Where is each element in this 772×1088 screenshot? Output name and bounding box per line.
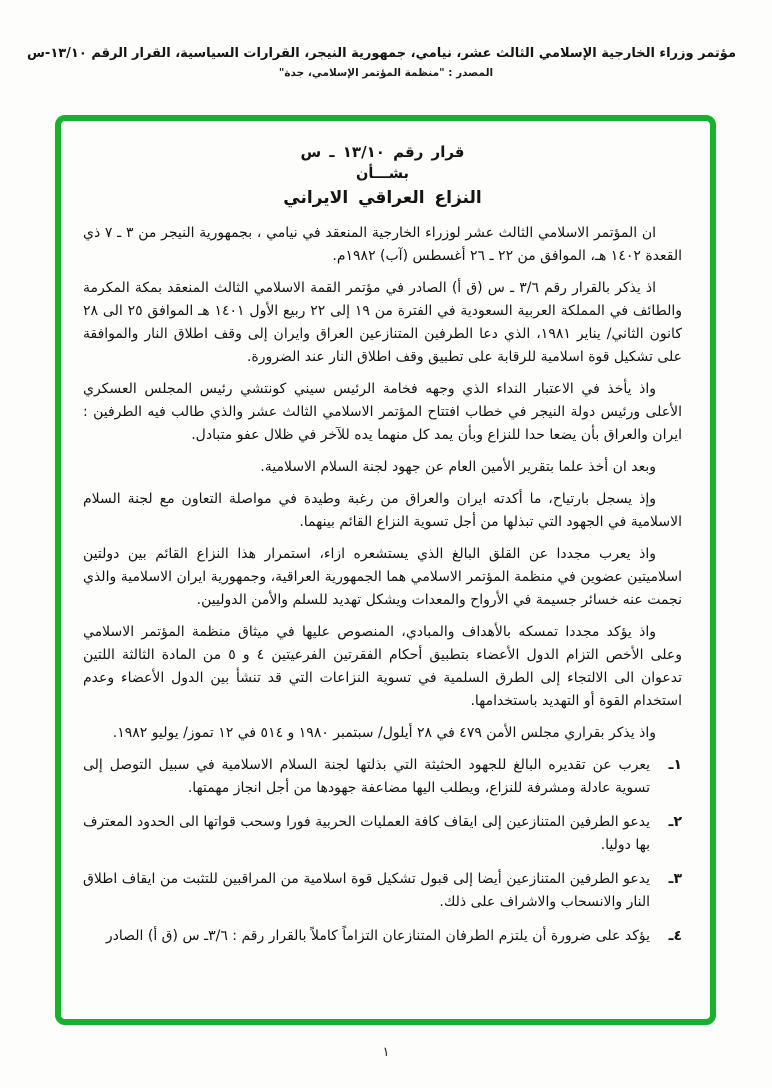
resolution-body [83,222,682,948]
operative-item [83,868,682,914]
resolution-number-title: قرار رقم ١٣/١٠ ـ س [300,143,465,161]
operative-item-number: ٢ـ [668,814,682,830]
preamble-paragraph: واذ يعرب مجددا عن القلق البالغ الذي يستشعره ازاء، استمرار هذا النزاع القائم بين دولتين اسلاميتين عضوين في منظمة المؤتمر الاسلامي هما الجمهورية العراقية، وجمهورية ايران الاسلامية والذي نجمت عنه خسائر جسيمة في الأرواح والمعدات ويشكل تهديد للسلم والأمن الدوليين. [83,546,682,608]
preamble-paragraph: وإذ يسجل بارتياح، ما أكدته ايران والعراق من رغبة وطيدة في مواصلة التعاون مع لجنة السلام الاسلامية في الجهود التي تبذلها من أجل تسوية النزاع القائم بينهما. [83,491,682,530]
page-number: ١ [382,1045,390,1060]
operative-item-number: ٤ـ [668,928,682,944]
operative-item-text: يدعو الطرفين المتنازعين أيضا إلى قبول تشكيل قوة اسلامية من المراقبين للتثبت من ايقاف اطلاق النار والانسحاب والاشراف على ذلك. [83,871,650,910]
header-citation-line: مؤتمر وزراء الخارجية الإسلامي الثالث عشر، نيامي، جمهورية النيجر، القرارات السياسية، القرار الرقم ١٣/١٠-س [26,46,736,61]
operative-item-number: ١ـ [668,757,682,773]
operative-item [83,811,682,857]
resolution-frame [55,115,716,1025]
preamble-paragraph: وبعد ان أخذ علما بتقرير الأمين العام عن جهود لجنة السلام الاسلامية. [260,459,656,475]
preamble-paragraph: واذ يذكر بقراري مجلس الأمن ٤٧٩ في ٢٨ أيلول/ سبتمبر ١٩٨٠ و ٥١٤ في ١٢ تموز/ يوليو ١٩٨٢. [112,725,656,741]
preamble-paragraph: ان المؤتمر الاسلامي الثالث عشر لوزراء الخارجية المنعقد في نيامي ، بجمهورية النيجر من ٣ ـ ٧ ذي القعدة ١٤٠٢ هـ، الموافق من ٢٢ ـ ٢٦ أغسطس (آب) ١٩٨٢م. [83,225,682,264]
operative-item [83,754,682,800]
preamble-paragraph: اذ يذكر بالقرار رقم ٣/٦ ـ س (ق أ) الصادر في مؤتمر القمة الاسلامي الثالث المنعقد بمكة المكرمة والطائف في المملكة العربية السعودية في الفترة من ١٩ إلى ٢٢ ربيع الأول ١٤٠١ هـ الموافق ٢٥ الى ٢٨ كانون الثاني/ يناير ١٩٨١، الذي دعا الطرفين المتنازعين العراق وايران إلى وقف اطلاق النار والموافقة على تشكيل قوة اسلامية للرقابة على تطبيق وقف اطلاق النار عند الضرورة. [83,280,682,365]
preamble-paragraph: واذ يؤكد مجددا تمسكه بالأهداف والمبادي، المنصوص عليها في ميثاق منظمة المؤتمر الاسلامي وعلى الأخص التزام الدول الأعضاء بتطبيق أحكام الفقرتين الفرعيتين ٤ و ٥ من المادة الثالثة اللتين تدعوان الى الالتجاء إلى الطرق السلمية في تسوية النزاعات التي قد تنشأ بين الدول الأعضاء وعدم استخدام القوة أو التهديد باستخدامها. [83,624,682,709]
operative-item-text: يدعو الطرفين المتنازعين إلى ايقاف كافة العمليات الحربية فورا وسحب قواتها الى الحدود المعترف بها دوليا. [83,814,650,853]
operative-item-number: ٣ـ [668,871,682,887]
resolution-subject: النزاع العراقي الايراني [283,188,482,208]
resolution-subtitle: بشـــأن [356,166,409,182]
header-source-line: المصدر : "منظمة المؤتمر الإسلامي، جدة" [278,67,494,79]
operative-item-text: يؤكد على ضرورة أن يلتزم الطرفان المتنازعان التزاماً كاملاً بالقرار رقم : ٣/٦ـ س (ق أ) الصادر [105,928,650,944]
document-header [26,46,736,79]
operative-item-text: يعرب عن تقديره البالغ للجهود الحثيثة التي بذلتها لجنة السلام الاسلامية في سبيل التوصل إلى تسوية عادلة ومشرفة للنزاع، ويطلب اليها مضاعفة جهودها من أجل انجاز مهمتها. [83,757,650,796]
operative-item [83,925,682,948]
resolution-title-block [83,143,682,208]
preamble-paragraph: واذ يأخذ في الاعتبار النداء الذي وجهه فخامة الرئيس سيني كونتشي رئيس المجلس العسكري الأعلى ورئيس دولة النيجر في خطاب افتتاح المؤتمر الاسلامي الثالث عشر والذي طالب فيه الطرفين : ايران والعراق بأن يضعا حدا للنزاع وبأن يمد كل منهما يده للآخر في ظلال عفو متبادل. [83,381,682,443]
